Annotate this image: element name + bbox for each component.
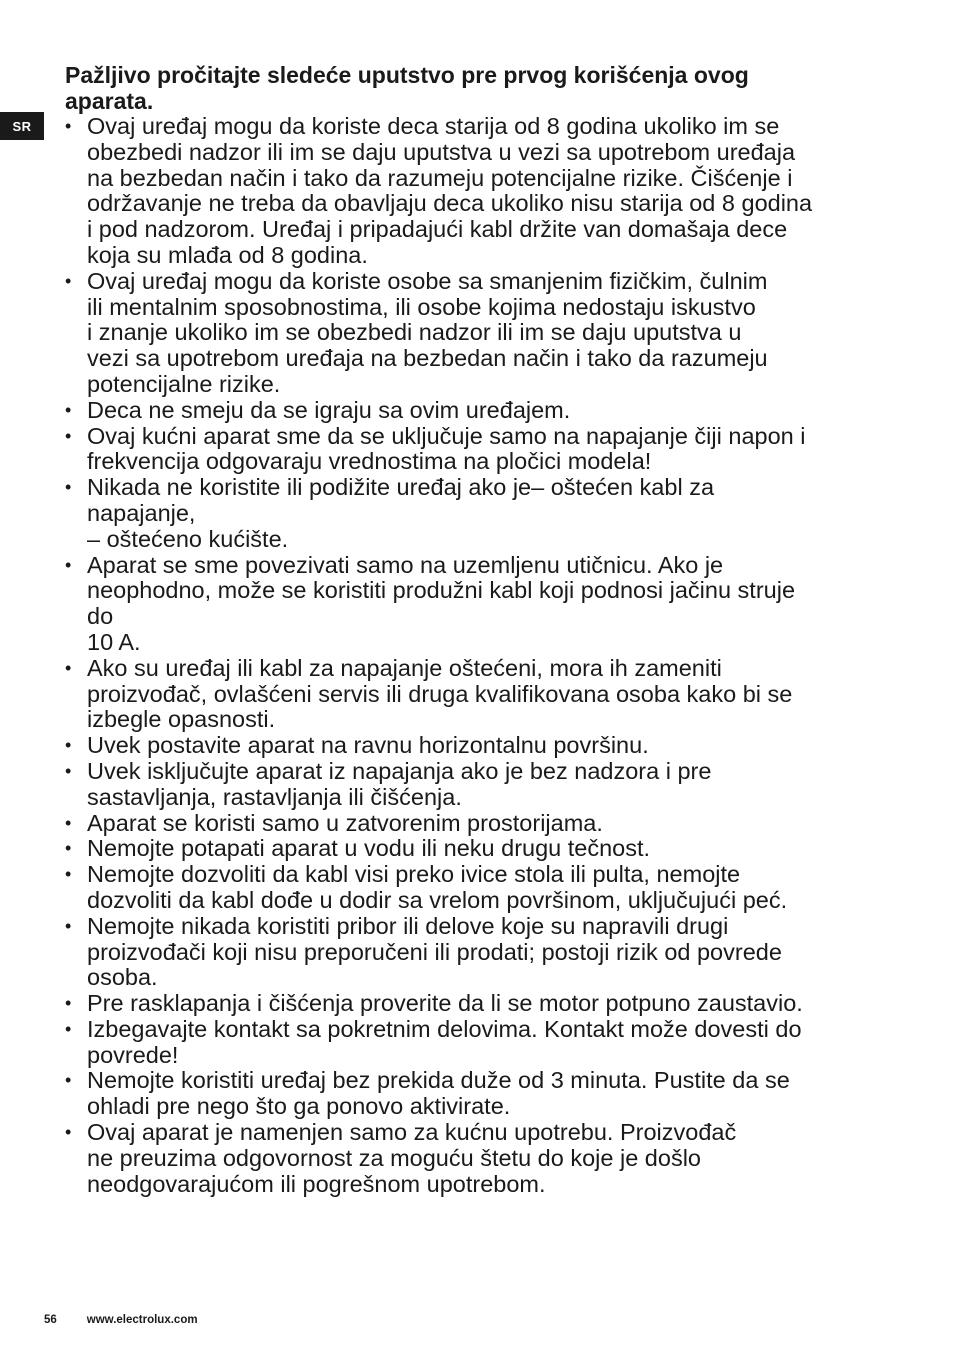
list-item-text: Nemojte dozvoliti da kabl visi preko ivice stola ili pulta, nemojte dozvoliti da kabl dođe u dodir sa vrelom površinom, uključujući peć. (87, 861, 788, 913)
list-item (65, 269, 885, 398)
bullet-icon: • (65, 1122, 72, 1143)
list-item (65, 914, 885, 991)
bullet-icon: • (65, 554, 72, 575)
website-link[interactable]: www.electrolux.com (86, 1314, 198, 1326)
list-item (65, 1120, 885, 1197)
list-item-text: Nikada ne koristite ili podižite uređaj ako je– oštećen kabl za napajanje, – oštećeno kućište. (87, 474, 715, 552)
list-item (65, 656, 885, 733)
list-item (65, 1017, 885, 1069)
list-item (65, 475, 885, 552)
list-item-text: Pre rasklapanja i čišćenja proverite da li se motor potpuno zaustavio. (87, 990, 803, 1017)
list-item-text: Nemojte koristiti uređaj bez prekida duže od 3 minuta. Pustite da se ohladi pre nego što ga ponovo aktivirate. (87, 1067, 790, 1120)
safety-instructions (65, 62, 885, 1197)
list-item-text: Uvek postavite aparat na ravnu horizontalnu površinu. (87, 732, 649, 759)
list-item (65, 733, 885, 759)
list-item-text: Nemojte nikada koristiti pribor ili delove koje su napravili drugi proizvođači koji nisu preporučeni ili prodati; postoji rizik od povrede osoba. (87, 912, 782, 991)
list-item (65, 553, 885, 656)
bullet-icon: • (65, 425, 72, 446)
page-footer (44, 1314, 198, 1326)
language-tab: SR (0, 112, 44, 140)
list-item (65, 991, 885, 1017)
page-heading: Pažljivo pročitajte sledeće uputstvo pre prvog korišćenja ovog aparata. (65, 62, 749, 114)
list-item-text: Ovaj uređaj mogu da koriste deca starija od 8 godina ukoliko im se obezbedi nadzor ili im se daju uputstva u vezi sa upotrebom uređaja na bezbedan način i tako da razumeju potencijalne rizike. Čišćenje i održavanje ne treba da obavljaju deca ukoliko nisu starija od 8 godina i pod nadzorom. Uređaj i pripadajući kabl držite van domašaja dece koja su mlađa od 8 godina. (87, 113, 813, 268)
bullet-icon: • (65, 477, 72, 498)
bullet-icon: • (65, 1018, 72, 1039)
list-item-text: Aparat se koristi samo u zatvorenim prostorijama. (87, 809, 603, 836)
bullet-icon: • (65, 270, 72, 291)
bullet-icon: • (65, 1070, 72, 1091)
list-item-text: Aparat se sme povezivati samo na uzemljenu utičnicu. Ako je neophodno, može se koristiti produžni kabl koji podnosi jačinu struje do 10 A. (87, 551, 796, 655)
list-item (65, 811, 885, 837)
list-item-text: Uvek isključujte aparat iz napajanja ako je bez nadzora i pre sastavljanja, rastavljanja ili čišćenja. (87, 757, 712, 810)
list-item-text: Ovaj uređaj mogu da koriste osobe sa smanjenim fizičkim, čulnim ili mentalnim sposobnostima, ili osobe kojima nedostaju iskustvo i znanje ukoliko im se obezbedi nadzor ili im se daju uputstva u vezi sa upotrebom uređaja na bezbedan način i tako da razumeju potencijalne rizike. (87, 267, 768, 397)
bullet-icon: • (65, 116, 72, 136)
bullet-icon: • (65, 735, 72, 756)
list-item (65, 398, 885, 424)
bullet-icon: • (65, 812, 72, 833)
list-item-text: Ovaj aparat je namenjen samo za kućnu upotrebu. Proizvođač ne preuzima odgovornost za moguću štetu do koje je došlo neodgovarajućom ili pogrešnom upotrebom. (87, 1119, 737, 1197)
list-item (65, 836, 885, 862)
bullet-icon: • (65, 760, 72, 781)
list-item-text: Izbegavajte kontakt sa pokretnim delovima. Kontakt može dovesti do povrede! (87, 1015, 802, 1068)
list-item-text: Deca ne smeju da se igraju sa ovim uređajem. (87, 396, 571, 423)
list-item-text: Ovaj kućni aparat sme da se uključuje samo na napajanje čiji napon i frekvencija odgovaraju vrednostima na pločici modela! (87, 422, 806, 475)
bullet-icon: • (65, 915, 72, 936)
bullet-icon: • (65, 993, 72, 1014)
bullet-icon: • (65, 657, 72, 678)
bullet-icon: • (65, 399, 72, 420)
list-item (65, 424, 885, 476)
instruction-list (65, 114, 885, 1197)
list-item-text: Nemojte potapati aparat u vodu ili neku drugu tečnost. (87, 835, 651, 862)
page-number: 56 (44, 1314, 57, 1326)
list-item (65, 114, 885, 269)
list-item-text: Ako su uređaj ili kabl za napajanje oštećeni, mora ih zameniti proizvođač, ovlašćeni servis ili druga kvalifikovana osoba kako bi se izbegle opasnosti. (87, 654, 793, 733)
bullet-icon: • (65, 838, 72, 859)
bullet-icon: • (65, 864, 72, 885)
list-item (65, 1068, 885, 1120)
list-item (65, 759, 885, 811)
list-item (65, 862, 885, 914)
